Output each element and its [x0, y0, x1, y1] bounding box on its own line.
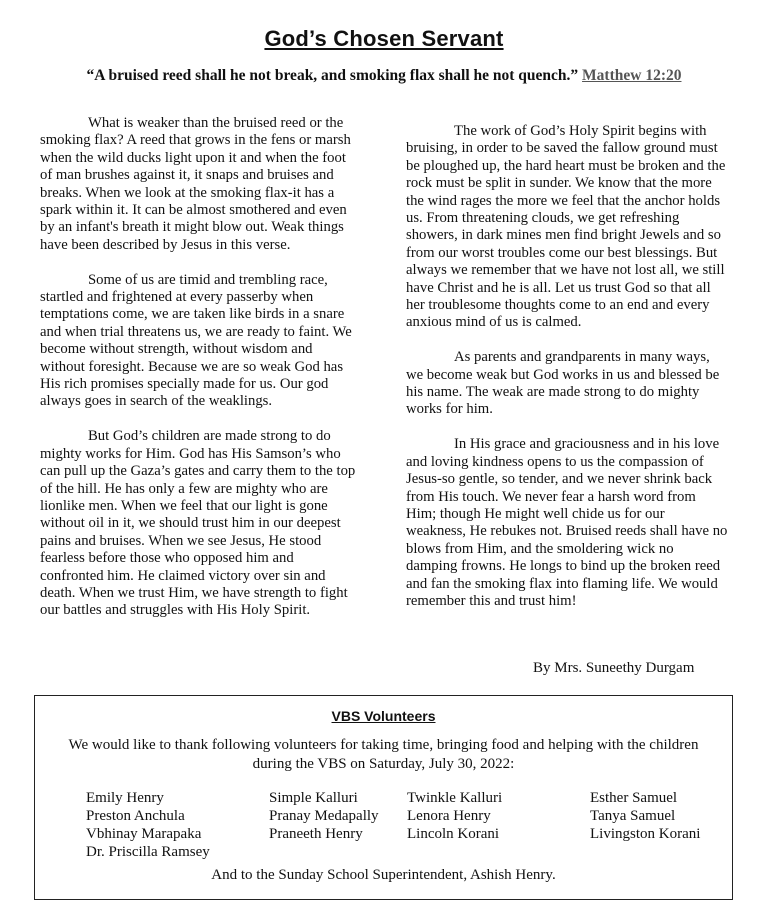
scripture-verse	[0, 67, 768, 85]
volunteer-name: Simple Kalluri	[269, 790, 358, 806]
volunteer-column	[590, 789, 700, 843]
page-title: God’s Chosen Servant	[264, 26, 504, 51]
volunteer-column	[269, 789, 379, 843]
paragraph: As parents and grandparents in many ways, we become weak but God works in us and blessed be his name. The weak are made strong to do mighty works for him.	[406, 349, 720, 418]
vbs-intro: We would like to thank following volunteers for taking time, bringing food and helping with the children during the VBS on Saturday, July 30, 2022:	[68, 737, 699, 772]
volunteer-name: Praneeth Henry	[269, 826, 363, 842]
paragraph: What is weaker than the bruised reed or the smoking flax? A reed that grows in the fens or marsh when the wild ducks light upon it and when the foot of man brushes against it, it snaps and bruises and breaks. When we look at the smoking flax-it has a spark within it. It can be almost smothered and even by an infant's breath it might blow out. Weak things have been described by Jesus in this verse.	[40, 115, 351, 253]
volunteer-name: Esther Samuel	[590, 790, 678, 806]
volunteer-name: Twinkle Kalluri	[407, 790, 503, 806]
vbs-title: VBS Volunteers	[331, 708, 436, 724]
article-right-column	[406, 123, 728, 610]
vbs-volunteers-box	[34, 695, 733, 900]
volunteer-name: Dr. Priscilla Ramsey	[86, 844, 210, 860]
volunteer-column	[407, 789, 502, 843]
paragraph: The work of God’s Holy Spirit begins with bruising, in order to be saved the fallow ground must be ploughed up, the hard heart must be broken and the rock must be split in sunder. We know that the more the wind rages the more we feel that the anchor holds us. From threatening clouds, we get refreshing showers, in dark mines men find bright Jewels and so from our worst troubles come our best blessings. But always we remember that we have not lost all, we still have Christ and he is all. Let us trust God so that all her troublesome thoughts come to an end and every anxious mind of us is calmed.	[406, 123, 726, 331]
volunteer-name: Tanya Samuel	[590, 808, 676, 824]
volunteer-name: Lincoln Korani	[407, 826, 500, 842]
paragraph: In His grace and graciousness and in his love and loving kindness opens to us the compassion of Jesus-so gentle, so tender, and we never shrink back from His touch. We never fear a harsh word from Him; though He might well chide us for our weakness, He rebukes not. Bruised reeds shall have no blows from Him, and the smoldering wick no damping frowns. He longs to bind up the broken reed and fan the smoking flax into flaming life. We would remember this and trust him!	[406, 436, 728, 609]
volunteer-name: Lenora Henry	[407, 808, 491, 824]
paragraph: But God’s children are made strong to do mighty works for Him. God has His Samson’s who can pull up the Gaza’s gates and carry them to the top of the hill. He has only a few are mighty who are lionlike men. When we feel that our light is gone without oil in it, we should trust him in our deepest pains and bruises. When we see Jesus, He stood fearless before those who opposed him and confronted him. He claimed victory over sin and death. When we trust Him, we have strength to fight our battles and struggles with His Holy Spirit.	[40, 428, 356, 619]
volunteer-name: Pranay Medapally	[269, 808, 379, 824]
volunteer-name: Vbhinay Marapaka	[86, 826, 202, 842]
article-left-column	[40, 115, 358, 620]
vbs-thanks-note: And to the Sunday School Superintendent, Ashish Henry.	[211, 867, 556, 883]
verse-text: “A bruised reed shall he not break, and smoking flax shall he not quench.”	[86, 67, 579, 84]
paragraph: Some of us are timid and trembling race, startled and frightened at every passerby when temptations come, we are taken like birds in a snare and when trial threatens us, we are ready to faint. We become without strength, without wisdom and without foresight. Because we are so weak God has His rich promises specially made for us. Our god always goes in search of the weaklings.	[40, 271, 352, 410]
author-byline: By Mrs. Suneethy Durgam	[533, 660, 695, 676]
volunteer-name: Emily Henry	[86, 790, 164, 806]
volunteer-name: Livingston Korani	[590, 826, 701, 842]
volunteer-column	[86, 789, 210, 861]
volunteer-name: Preston Anchula	[86, 808, 185, 824]
verse-reference-link[interactable]: Matthew 12:20	[582, 67, 682, 84]
